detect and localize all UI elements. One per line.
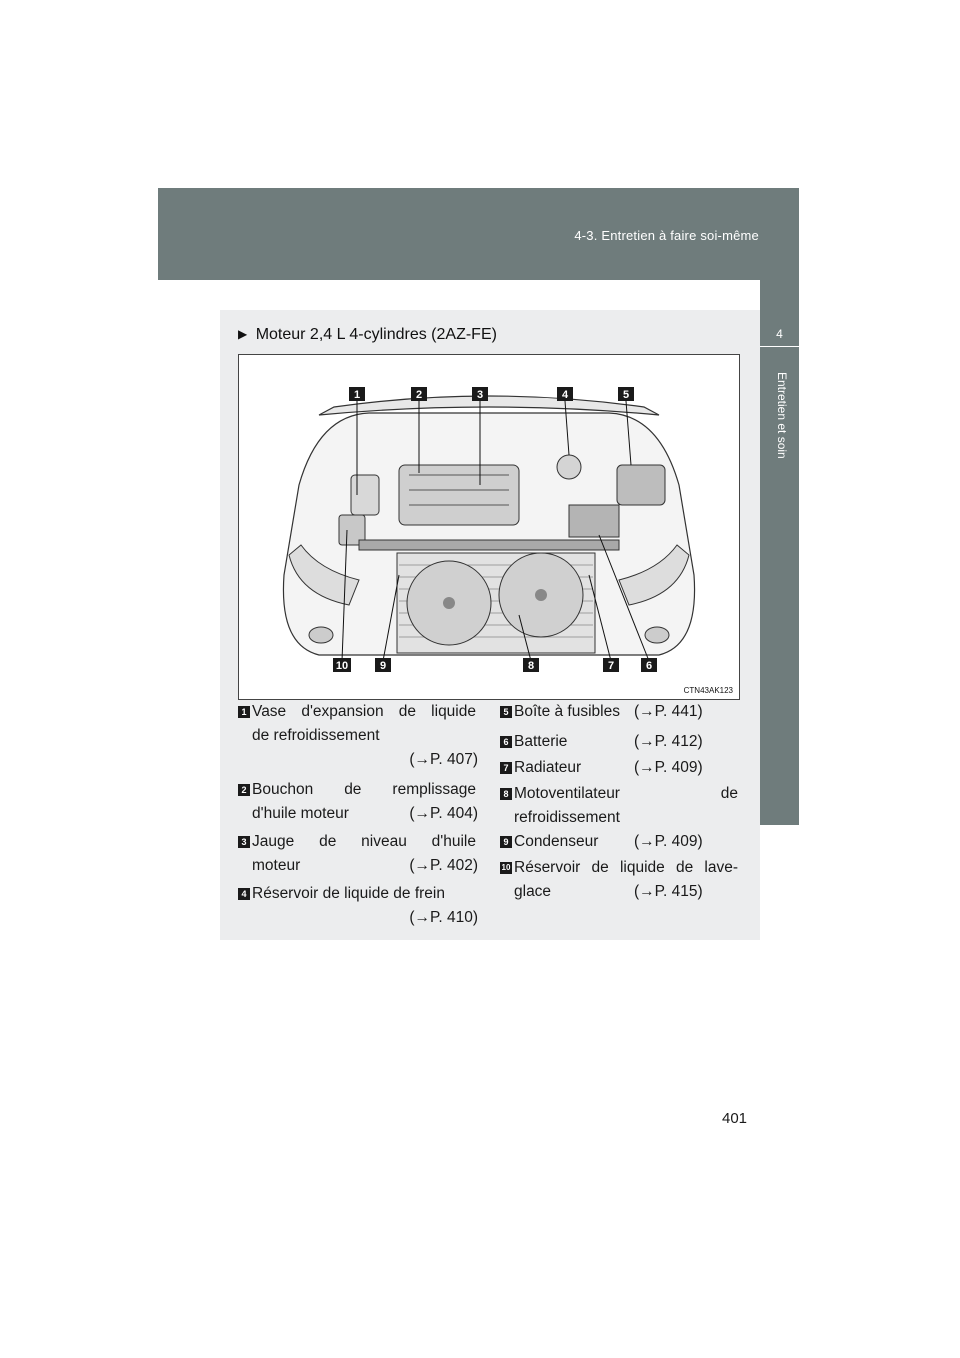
item-label: Batterie (514, 733, 568, 750)
engine-bay-illustration (239, 355, 739, 699)
item-number-badge: 7 (500, 762, 512, 774)
figure-label-6 (641, 658, 657, 672)
svg-text:8: 8 (527, 660, 535, 672)
item-number-badge: 6 (500, 736, 512, 748)
item-label: Bouchon de remplissage (252, 781, 476, 798)
chapter-side-strip (760, 280, 799, 825)
page-ref: (→P. 412) (634, 733, 703, 750)
page-ref: (→P. 409) (634, 759, 703, 776)
item-label-cont: de refroidissement (252, 727, 380, 744)
svg-text:3: 3 (476, 389, 484, 401)
figure-label-8 (523, 658, 539, 672)
battery (569, 505, 619, 537)
item-number-badge: 2 (238, 784, 250, 796)
item-label: Vase d'expansion de liquide (252, 703, 476, 720)
chapter-title: Entretien et soin (775, 372, 789, 459)
item-number-badge: 4 (238, 888, 250, 900)
radiator-support (359, 540, 619, 550)
list-item (500, 700, 740, 724)
item-number-badge: 3 (238, 836, 250, 848)
item-label: Boîte à fusibles (514, 703, 620, 720)
engine-cover (399, 465, 519, 525)
hood-outline (319, 396, 659, 415)
svg-text:7: 7 (607, 660, 615, 672)
svg-text:2: 2 (415, 389, 423, 401)
list-item (238, 700, 478, 772)
coolant-reservoir (351, 475, 379, 515)
item-label-cont: glace (514, 883, 552, 900)
figure-label-7 (603, 658, 619, 672)
item-label-cont: moteur (252, 857, 301, 874)
list-item (238, 882, 478, 930)
list-item (238, 778, 478, 826)
item-label: Condenseur (514, 833, 599, 850)
item-number-badge: 5 (500, 706, 512, 718)
page-number: 401 (722, 1110, 748, 1127)
figure-label-4 (557, 387, 573, 401)
page-ref: (→P. 410) (409, 909, 478, 926)
item-number-badge: 8 (500, 788, 512, 800)
page-ref: (→P. 415) (634, 883, 703, 900)
engine-section-title (238, 326, 497, 344)
figure-label-10 (333, 658, 351, 672)
item-number-badge: 1 (238, 706, 250, 718)
list-item (500, 730, 740, 754)
list-item (500, 830, 740, 854)
list-item (500, 782, 740, 830)
list-item (500, 756, 740, 780)
page-ref: (→P. 441) (634, 703, 703, 720)
list-item (500, 856, 740, 904)
figure-label-3 (472, 387, 488, 401)
page-ref: (→P. 402) (409, 857, 478, 874)
figure-label-5 (618, 387, 634, 401)
svg-text:1: 1 (353, 389, 361, 401)
item-label-cont: refroidissement (514, 809, 620, 826)
item-label: Radiateur (514, 759, 582, 776)
engine-title-text: Moteur 2,4 L 4-cylindres (2AZ-FE) (255, 326, 497, 343)
figure-code: CTN43AK123 (683, 686, 733, 695)
engine-figure (238, 354, 740, 700)
triangle-bullet-icon: ▶ (238, 327, 248, 341)
svg-text:10: 10 (335, 660, 349, 672)
item-label: Réservoir de liquide de lave- (514, 859, 738, 876)
item-label: Réservoir de liquide de frein (252, 885, 445, 902)
page-ref: (→P. 404) (409, 805, 478, 822)
section-header-title: 4-3. Entretien à faire soi-même (574, 228, 759, 243)
svg-text:6: 6 (645, 660, 653, 672)
fuse-box (617, 465, 665, 505)
page-ref: (→P. 407) (409, 751, 478, 768)
chapter-number: 4 (776, 327, 783, 341)
right-fog-lamp (645, 627, 669, 643)
list-item (238, 830, 478, 878)
item-number-badge: 9 (500, 836, 512, 848)
figure-label-9 (375, 658, 391, 672)
page-ref: (→P. 409) (634, 833, 703, 850)
chapter-divider (760, 346, 799, 347)
left-fog-lamp (309, 627, 333, 643)
figure-label-2 (411, 387, 427, 401)
content-panel (220, 310, 760, 940)
svg-text:9: 9 (379, 660, 387, 672)
item-label: Motoventilateur de (514, 785, 738, 802)
figure-label-1 (349, 387, 365, 401)
item-number-badge: 10 (501, 863, 511, 872)
svg-text:5: 5 (622, 389, 630, 401)
brake-fluid-reservoir (557, 455, 581, 479)
item-label: Jauge de niveau d'huile (252, 833, 476, 850)
header-band (158, 188, 799, 280)
item-label-cont: d'huile moteur (252, 805, 349, 822)
svg-text:4: 4 (561, 389, 569, 401)
